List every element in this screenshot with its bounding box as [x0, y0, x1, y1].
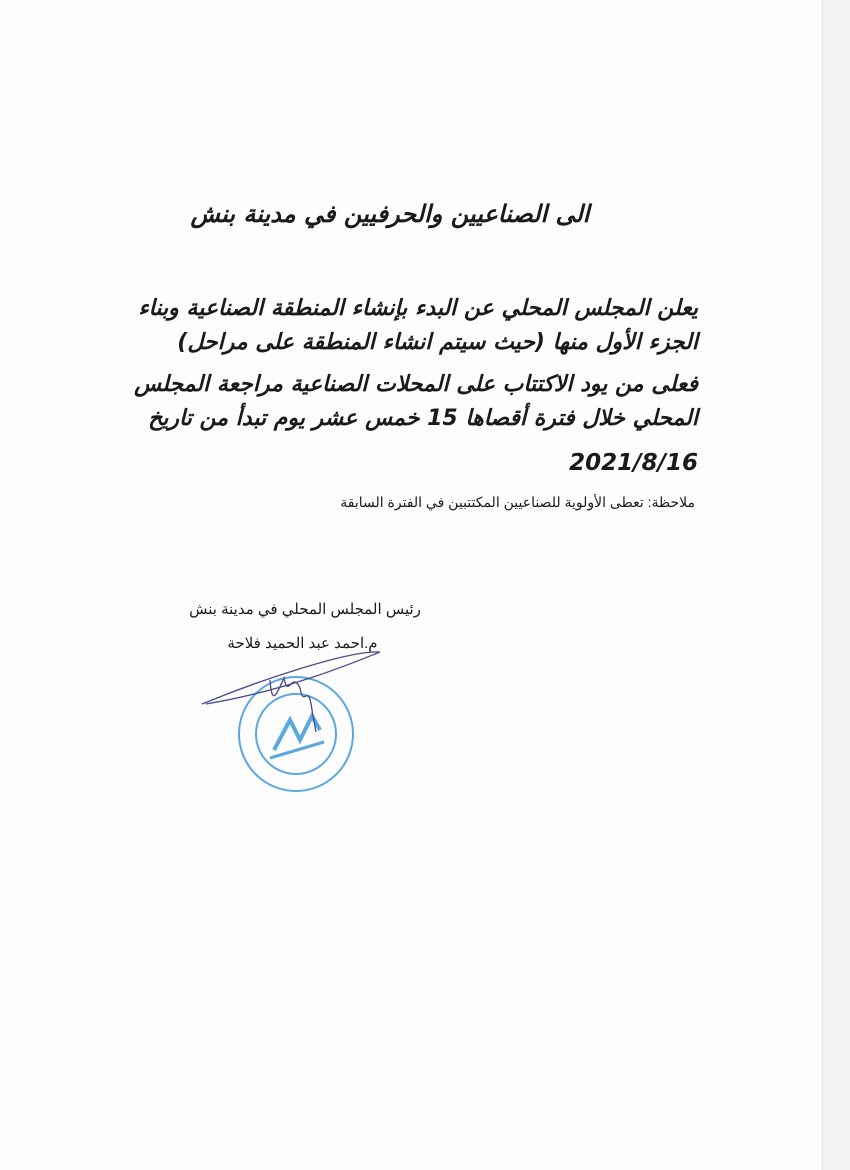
page-edge: [822, 0, 850, 1170]
official-stamp: [200, 650, 400, 810]
signatory-position: رئيس المجلس المحلي في مدينة بنش: [189, 601, 421, 618]
note: ملاحظة: تعطى الأولوية للصناعيين المكتتبين في الفترة السابقة: [340, 494, 695, 510]
signatory-name: م.احمد عبد الحميد فلاحة: [227, 635, 378, 652]
body-line: يعلن المجلس المحلي عن البدء بإنشاء المنطقة الصناعية وبناء: [138, 296, 698, 321]
document-title: الى الصناعيين والحرفيين في مدينة بنش: [190, 200, 590, 228]
body-line: فعلى من يود الاكتتاب على المحلات الصناعية مراجعة المجلس: [134, 372, 698, 397]
announcement-body: [120, 292, 698, 436]
body-line: الجزء الأول منها (حيث سيتم انشاء المنطقة على مراحل): [177, 330, 698, 355]
start-date: 2021/8/16: [569, 450, 698, 476]
body-line: المحلي خلال فترة أقصاها 15 خمس عشر يوم تبدأ من تاريخ: [148, 406, 698, 431]
